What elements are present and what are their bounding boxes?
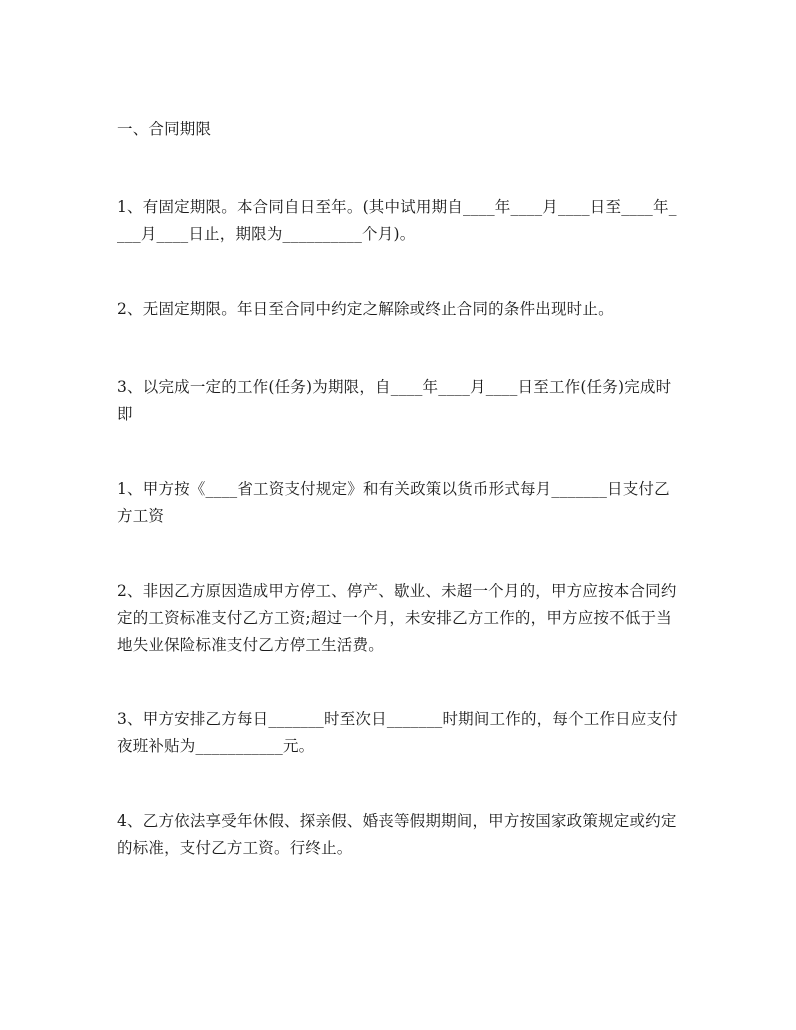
paragraph-night-shift: 3、甲方安排乙方每日_______时至次日_______时期间工作的，每个工作日应支付夜班补贴为___________元。: [117, 710, 678, 755]
paragraph-fixed-term: 1、有固定期限。本合同自日至年。(其中试用期自____年____月____日至____年____月____日止，期限为__________个月)。: [117, 198, 677, 243]
paragraph-wage-payment: 1、甲方按《____省工资支付规定》和有关政策以货币形式每月_______日支付乙方工资: [117, 480, 670, 525]
paragraph-holiday-pay: 4、乙方依法享受年休假、探亲假、婚丧等假期期间，甲方按国家政策规定或约定的标准，支付乙方工资。行终止。: [117, 812, 677, 857]
paragraph-task-term: 3、以完成一定的工作(任务)为期限，自____年____月____日至工作(任务)完成时即: [117, 378, 672, 423]
paragraph-work-stoppage: 2、非因乙方原因造成甲方停工、停产、歇业、未超一个月的，甲方应按本合同约定的工资标准支付乙方工资;超过一个月，未安排乙方工作的，甲方应按不低于当地失业保险标准支付乙方停工生活费。: [117, 582, 677, 654]
paragraph-open-term: 2、无固定期限。年日至合同中约定之解除或终止合同的条件出现时止。: [117, 300, 614, 318]
section-heading: 一、合同期限: [117, 120, 212, 138]
